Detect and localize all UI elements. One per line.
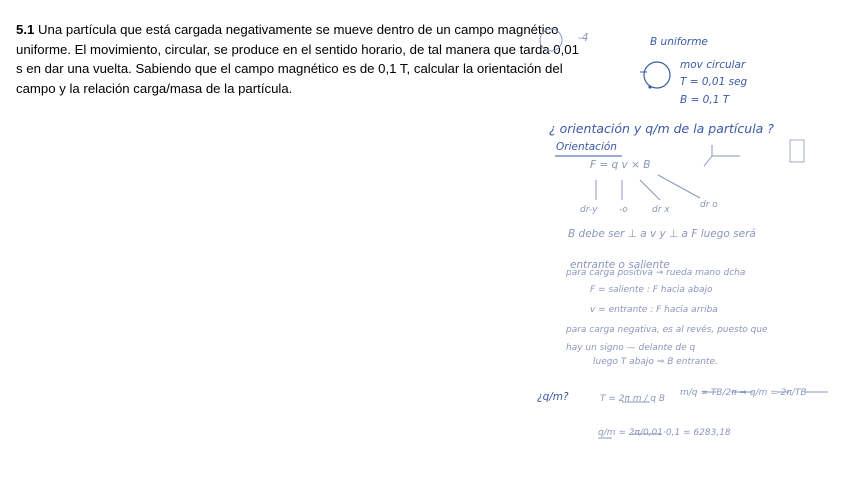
question-line: ¿ orientación y q/m de la partícula ? [549, 121, 774, 136]
note-1: B debe ser ⊥ a v y ⊥ a F luego será [568, 228, 756, 240]
given-field: B = 0,1 T [680, 94, 730, 106]
page-mark: -4 [578, 32, 589, 44]
orientation-heading: Orientación [556, 141, 617, 153]
branch-3: dr x [652, 205, 670, 215]
note-2: entrante o saliente [570, 259, 670, 271]
qm-label: ¿q/m? [537, 391, 569, 403]
problem-number: 5.1 [16, 22, 35, 37]
result-line: q/m = 2π/0,01·0,1 = 6283,18 [598, 428, 731, 438]
period-equation: T = 2π m / q B [600, 394, 666, 404]
note-4: F = saliente : F hacia abajo [590, 285, 713, 295]
given-title: B uniforme [650, 36, 708, 48]
note-3: para carga positiva → rueda mano dcha [566, 268, 746, 278]
branch-1: dr-y [580, 205, 598, 215]
force-equation: F = q v × B [590, 159, 651, 171]
given-period: T = 0,01 seg [680, 76, 748, 88]
branch-4: dr o [700, 200, 718, 210]
note-8: luego T abajo ⇒ B entrante. [593, 357, 718, 367]
ratio-equation: m/q = TB/2π ⇒ q/m = 2π/TB [680, 388, 807, 398]
note-7: hay un signo — delante de q [566, 343, 696, 353]
problem-text: Una partícula que está cargada negativamente se mueve dentro de un campo magnético uniforme. El movimiento, circular, se produce en el sentido horario, de tal manera que tarda 0,01 s en dar una vuelta. Sabiendo que el campo magnético es de 0,1 T, calcular la orientación del campo y la relación carga/masa de la partícula. [16, 22, 579, 96]
branch-2: -o [619, 205, 628, 215]
given-motion: mov circular [680, 59, 746, 71]
note-6: para carga negativa, es al revés, puesto que [566, 325, 768, 335]
note-5: v = entrante : F hacia arriba [590, 305, 718, 315]
